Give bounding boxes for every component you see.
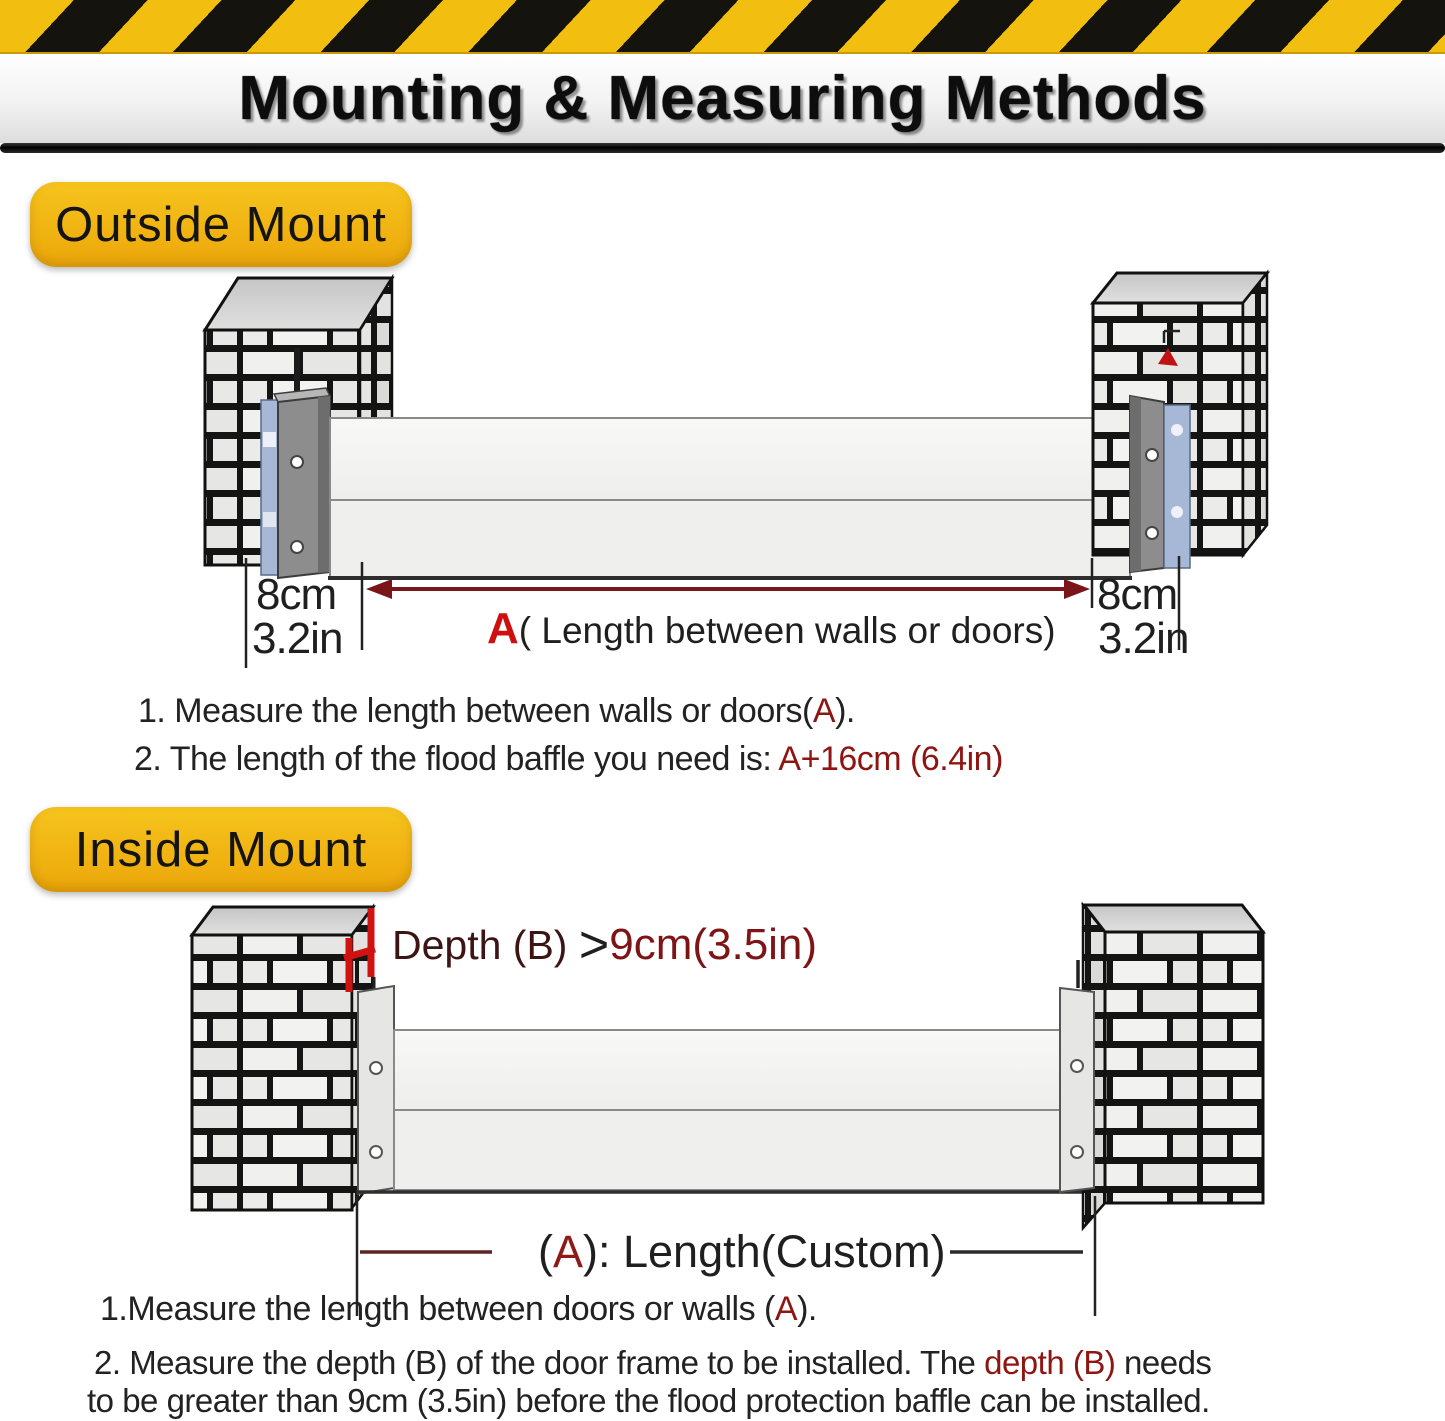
title-banner (0, 54, 1445, 143)
flood-barrier-panels (328, 418, 1132, 578)
right-mounting-channel (1060, 960, 1094, 1192)
right-brick-pillar (1083, 905, 1263, 1228)
greater-than-symbol: > (578, 916, 610, 974)
inside-instruction-2: 2. Measure the depth (B) of the door frame to be installed. The depth (B) needs (94, 1344, 1212, 1381)
inside-mount-badge (30, 807, 412, 892)
depth-b-label: Depth (B) >9cm(3.5in) (392, 916, 818, 974)
length-a-label: A( Length between walls or doors) (487, 604, 1056, 653)
outside-instruction-2: 2. The length of the flood baffle you need is: A+16cm (6.4in) (134, 740, 1003, 778)
outside-mount-badge (30, 182, 412, 267)
inside-instruction-3: to be greater than 9cm (3.5in) before the flood protection baffle can be installed. (87, 1382, 1210, 1419)
left-offset-cm: 8cm (256, 570, 337, 619)
left-wall-rail (261, 400, 278, 575)
left-mounting-channel (358, 986, 394, 1194)
right-mounting-channel (1130, 396, 1164, 572)
hazard-stripe-banner (0, 0, 1445, 54)
letter-a: A (553, 1226, 584, 1277)
title-divider (0, 143, 1445, 153)
right-offset-cm: 8cm (1097, 570, 1178, 619)
page-title: Mounting & Measuring Methods (238, 64, 1207, 133)
left-offset-in: 3.2in (252, 614, 343, 663)
right-offset-in: 3.2in (1098, 614, 1189, 663)
inside-instruction-1: 1.Measure the length between doors or walls (A). (100, 1290, 817, 1328)
length-custom-label: (A): Length(Custom) (538, 1226, 946, 1277)
outside-mount-badge-label: Outside Mount (55, 197, 387, 252)
letter-a: A (487, 604, 519, 653)
inside-mount-badge-label: Inside Mount (74, 822, 368, 877)
outside-instruction-1: 1. Measure the length between walls or doors(A). (138, 692, 855, 730)
flood-barrier-panels (356, 1030, 1097, 1192)
